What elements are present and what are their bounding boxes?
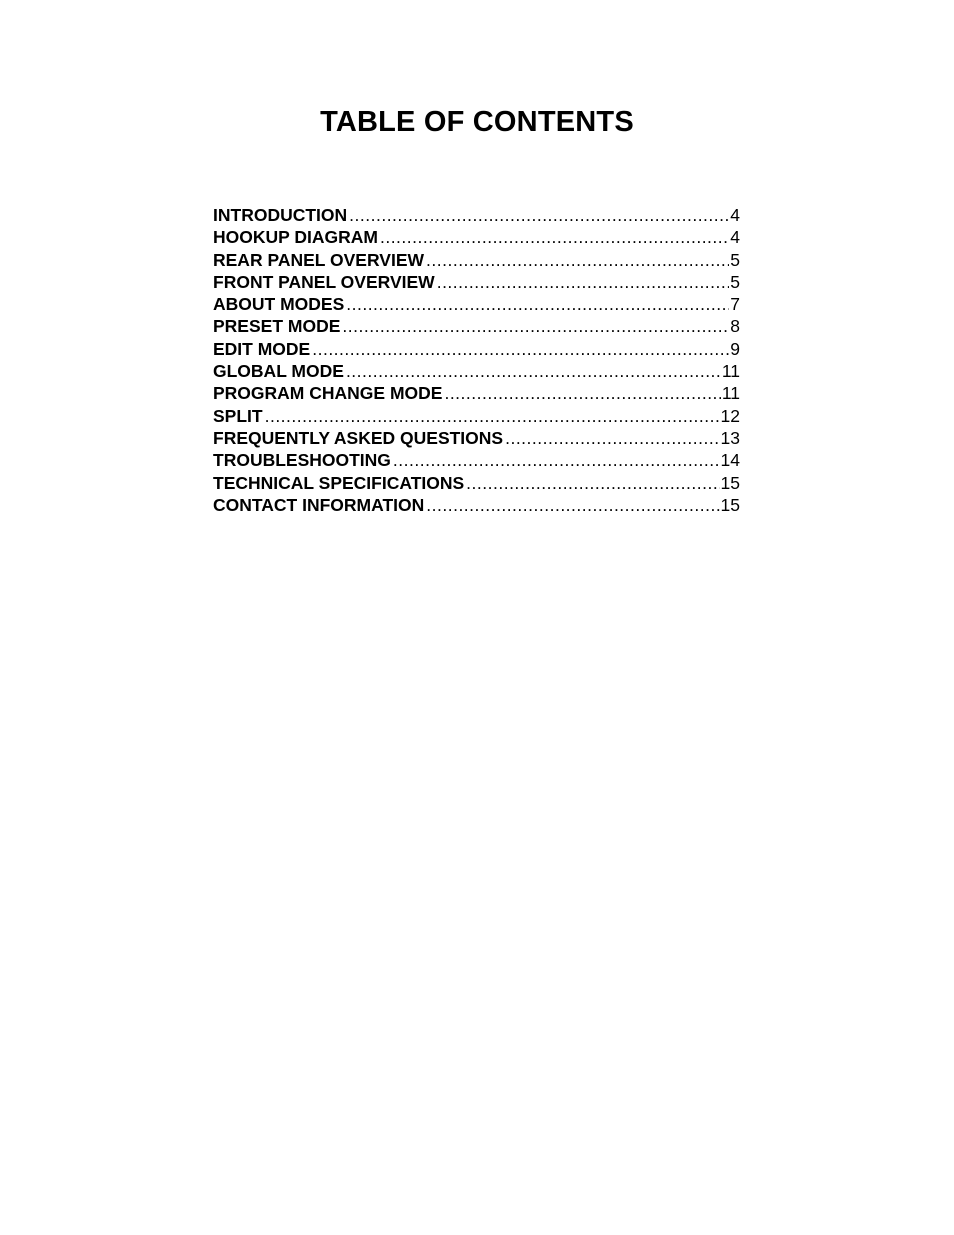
toc-entry-label: GLOBAL MODE [213, 361, 344, 382]
toc-entry-contact-information[interactable] [213, 494, 740, 516]
page-title: TABLE OF CONTENTS [320, 106, 634, 138]
toc-entry-troubleshooting[interactable] [213, 449, 740, 471]
toc-entry-page: 5 [730, 249, 740, 270]
toc-entry-label: REAR PANEL OVERVIEW [213, 249, 425, 270]
dot-leader [349, 204, 729, 226]
dot-leader [342, 315, 729, 337]
dot-leader [265, 405, 720, 427]
toc-entry-program-change-mode[interactable] [213, 382, 740, 404]
dot-leader [380, 226, 729, 248]
dot-leader [437, 271, 730, 293]
toc-entry-label: INTRODUCTION [213, 205, 348, 225]
toc-entry-page: 5 [730, 271, 740, 292]
toc-entry-page: 14 [720, 450, 740, 471]
toc-entry-frequently-asked-questions[interactable] [213, 427, 740, 449]
toc-entry-split[interactable] [213, 405, 740, 427]
toc-entry-page: 13 [720, 427, 740, 448]
table-of-contents [213, 204, 740, 516]
dot-leader [393, 449, 720, 471]
toc-entry-page: 15 [720, 472, 740, 493]
toc-entry-label: TECHNICAL SPECIFICATIONS [213, 472, 465, 493]
dot-leader [426, 249, 729, 271]
toc-entry-global-mode[interactable] [213, 360, 740, 382]
toc-entry-page: 8 [730, 316, 740, 337]
dot-leader [426, 494, 719, 516]
toc-entry-label: PROGRAM CHANGE MODE [213, 383, 443, 404]
dot-leader [346, 293, 729, 315]
toc-entry-page: 11 [721, 361, 740, 382]
toc-entry-preset-mode[interactable] [213, 315, 740, 337]
toc-entry-page: 12 [720, 405, 740, 426]
toc-entry-label: ABOUT MODES [213, 294, 345, 315]
dot-leader [444, 382, 720, 404]
toc-entry-technical-specifications[interactable] [213, 472, 740, 494]
toc-entry-page: 9 [730, 338, 740, 359]
toc-entry-page: 4 [730, 227, 740, 248]
toc-entry-front-panel-overview[interactable] [213, 271, 740, 293]
dot-leader [346, 360, 721, 382]
toc-entry-label: TROUBLESHOOTING [213, 450, 391, 471]
dot-leader [312, 338, 729, 360]
toc-entry-label: CONTACT INFORMATION [213, 494, 425, 515]
toc-entry-about-modes[interactable] [213, 293, 740, 315]
toc-entry-label: FREQUENTLY ASKED QUESTIONS [213, 427, 504, 448]
toc-entry-introduction[interactable] [213, 204, 740, 226]
toc-entry-label: FRONT PANEL OVERVIEW [213, 271, 435, 292]
toc-entry-page: 7 [730, 294, 740, 315]
toc-entry-page: 11 [721, 383, 740, 404]
toc-entry-edit-mode[interactable] [213, 338, 740, 360]
toc-entry-label: EDIT MODE [213, 338, 311, 359]
dot-leader [466, 472, 719, 494]
toc-entry-page: 4 [730, 205, 740, 225]
toc-entry-label: SPLIT [213, 405, 263, 426]
toc-entry-label: PRESET MODE [213, 316, 341, 337]
toc-entry-label: HOOKUP DIAGRAM [213, 227, 378, 248]
toc-entry-rear-panel-overview[interactable] [213, 249, 740, 271]
toc-entry-page: 15 [720, 494, 740, 515]
dot-leader [505, 427, 719, 449]
toc-entry-hookup-diagram[interactable] [213, 226, 740, 248]
